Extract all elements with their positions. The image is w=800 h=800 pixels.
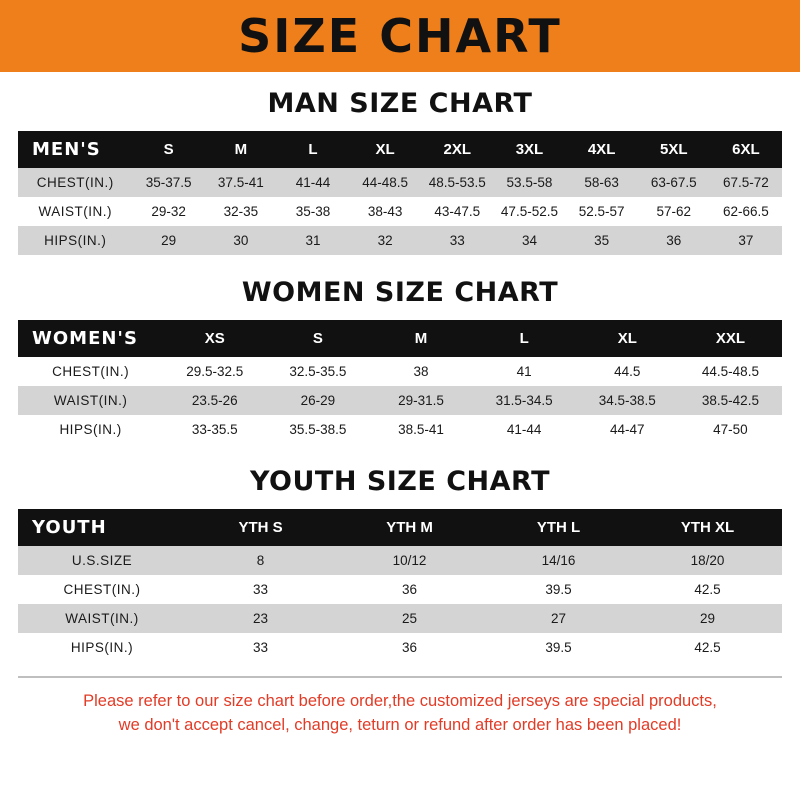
table-body xyxy=(18,546,782,662)
table-cell: 23.5-26 xyxy=(191,393,238,408)
row-label: U.S.SIZE xyxy=(71,553,133,568)
table-row xyxy=(18,168,782,197)
table-cell: 39.5 xyxy=(545,640,572,655)
table-cell: 41-44 xyxy=(506,422,542,437)
table-cell: 47.5-52.5 xyxy=(500,204,558,219)
table-cell: 52.5-57 xyxy=(578,204,625,219)
women-size-table xyxy=(18,320,782,444)
header-band xyxy=(0,0,800,72)
footer-line-2: we don't accept cancel, change, teturn or refund after order has been placed! xyxy=(118,715,682,734)
youth-section-title: YOUTH SIZE CHART xyxy=(249,466,551,497)
table-cell: 36 xyxy=(402,640,418,655)
table-cell: 29-32 xyxy=(151,204,186,219)
table-body xyxy=(18,357,782,444)
row-label: HIPS(IN.) xyxy=(70,640,134,655)
women-section-title: WOMEN SIZE CHART xyxy=(241,277,559,308)
table-header-row xyxy=(18,320,782,357)
column-header: XL xyxy=(617,330,637,347)
column-header: L xyxy=(308,141,318,158)
row-label: WAIST(IN.) xyxy=(38,204,113,219)
table-cell: 58-63 xyxy=(584,175,619,190)
table-cell: 63-67.5 xyxy=(650,175,697,190)
table-row xyxy=(18,575,782,604)
row-label: CHEST(IN.) xyxy=(52,364,130,379)
column-header: YOUTH xyxy=(32,517,107,538)
table-cell: 67.5-72 xyxy=(723,175,769,190)
table-cell: 35.5-38.5 xyxy=(289,422,347,437)
footer-note xyxy=(18,676,782,738)
table-cell: 14/16 xyxy=(541,553,576,568)
column-header: M xyxy=(234,141,248,158)
table-cell: 32-35 xyxy=(223,204,259,219)
row-label: HIPS(IN.) xyxy=(44,233,107,248)
table-cell: 26-29 xyxy=(300,393,336,408)
table-header-row xyxy=(18,131,782,168)
table-cell: 44-47 xyxy=(610,422,645,437)
table-cell: 35-38 xyxy=(295,204,331,219)
table-header xyxy=(18,131,782,168)
table-cell: 31 xyxy=(305,233,321,248)
table-cell: 41 xyxy=(516,364,532,379)
table-cell: 30 xyxy=(233,233,249,248)
table-row xyxy=(18,357,782,386)
page-title: SIZE CHART xyxy=(238,9,562,63)
content-area xyxy=(0,88,800,738)
column-header: M xyxy=(414,330,428,347)
table-cell: 34.5-38.5 xyxy=(598,393,656,408)
column-header: 3XL xyxy=(515,141,544,158)
table-cell: 38.5-41 xyxy=(398,422,444,437)
table-cell: 35 xyxy=(594,233,610,248)
table-cell: 38 xyxy=(413,364,429,379)
table-body xyxy=(18,168,782,255)
table-cell: 62-66.5 xyxy=(723,204,769,219)
table-cell: 44.5-48.5 xyxy=(701,364,759,379)
table-cell: 53.5-58 xyxy=(506,175,553,190)
table-cell: 37.5-41 xyxy=(217,175,264,190)
column-header: 4XL xyxy=(587,141,616,158)
table-row xyxy=(18,386,782,415)
table-cell: 42.5 xyxy=(694,640,721,655)
table-cell: 33-35.5 xyxy=(191,422,238,437)
table-cell: 57-62 xyxy=(656,204,692,219)
table-cell: 44.5 xyxy=(614,364,641,379)
table-cell: 18/20 xyxy=(690,553,725,568)
column-header: MEN'S xyxy=(32,139,101,160)
column-header: XXL xyxy=(715,330,746,347)
table-cell: 33 xyxy=(253,640,269,655)
table-cell: 29 xyxy=(699,611,715,626)
column-header: 5XL xyxy=(660,141,688,158)
column-header: WOMEN'S xyxy=(32,328,138,349)
column-header: XS xyxy=(204,330,225,347)
table-cell: 35-37.5 xyxy=(145,175,192,190)
row-label: HIPS(IN.) xyxy=(59,422,122,437)
row-label: CHEST(IN.) xyxy=(36,175,114,190)
table-cell: 41-44 xyxy=(295,175,331,190)
table-cell: 27 xyxy=(550,611,567,626)
column-header: 2XL xyxy=(443,141,472,158)
table-cell: 29 xyxy=(161,233,177,248)
table-cell: 8 xyxy=(256,553,265,568)
column-header: L xyxy=(519,330,529,347)
footer-line-1: Please refer to our size chart before order,the customized jerseys are special products, xyxy=(83,692,717,710)
table-cell: 29.5-32.5 xyxy=(186,364,244,379)
table-cell: 39.5 xyxy=(545,582,572,597)
table-row xyxy=(18,197,782,226)
table-cell: 10/12 xyxy=(392,553,427,568)
table-cell: 44-48.5 xyxy=(362,175,409,190)
man-size-table xyxy=(18,131,782,255)
table-cell: 23 xyxy=(253,611,269,626)
table-header-row xyxy=(18,509,782,546)
table-cell: 42.5 xyxy=(694,582,721,597)
table-cell: 33 xyxy=(449,233,465,248)
table-row xyxy=(18,633,782,662)
table-row xyxy=(18,604,782,633)
column-header: S xyxy=(163,141,174,158)
table-cell: 36 xyxy=(666,233,682,248)
man-section-title: MAN SIZE CHART xyxy=(267,88,533,119)
column-header: YTH L xyxy=(536,519,581,536)
table-cell: 36 xyxy=(402,582,418,597)
table-cell: 37 xyxy=(738,233,754,248)
table-cell: 38.5-42.5 xyxy=(701,393,759,408)
table-row xyxy=(18,546,782,575)
table-cell: 34 xyxy=(521,233,537,248)
column-header: 6XL xyxy=(732,141,760,158)
table-cell: 32.5-35.5 xyxy=(289,364,347,379)
table-cell: 32 xyxy=(377,233,393,248)
row-label: CHEST(IN.) xyxy=(63,582,141,597)
table-row xyxy=(18,415,782,444)
table-header xyxy=(18,509,782,546)
table-cell: 43-47.5 xyxy=(434,204,481,219)
column-header: YTH M xyxy=(386,519,433,536)
column-header: YTH S xyxy=(238,519,283,536)
table-cell: 48.5-53.5 xyxy=(428,175,486,190)
table-cell: 25 xyxy=(402,611,418,626)
table-cell: 31.5-34.5 xyxy=(495,393,553,408)
row-label: WAIST(IN.) xyxy=(65,611,139,626)
column-header: S xyxy=(312,330,323,347)
youth-size-table xyxy=(18,509,782,662)
table-header xyxy=(18,320,782,357)
table-cell: 47-50 xyxy=(713,422,748,437)
table-cell: 29-31.5 xyxy=(398,393,444,408)
column-header: YTH XL xyxy=(680,519,735,536)
row-label: WAIST(IN.) xyxy=(53,393,128,408)
column-header: XL xyxy=(375,141,395,158)
table-cell: 33 xyxy=(253,582,269,597)
table-cell: 38-43 xyxy=(367,204,403,219)
table-row xyxy=(18,226,782,255)
